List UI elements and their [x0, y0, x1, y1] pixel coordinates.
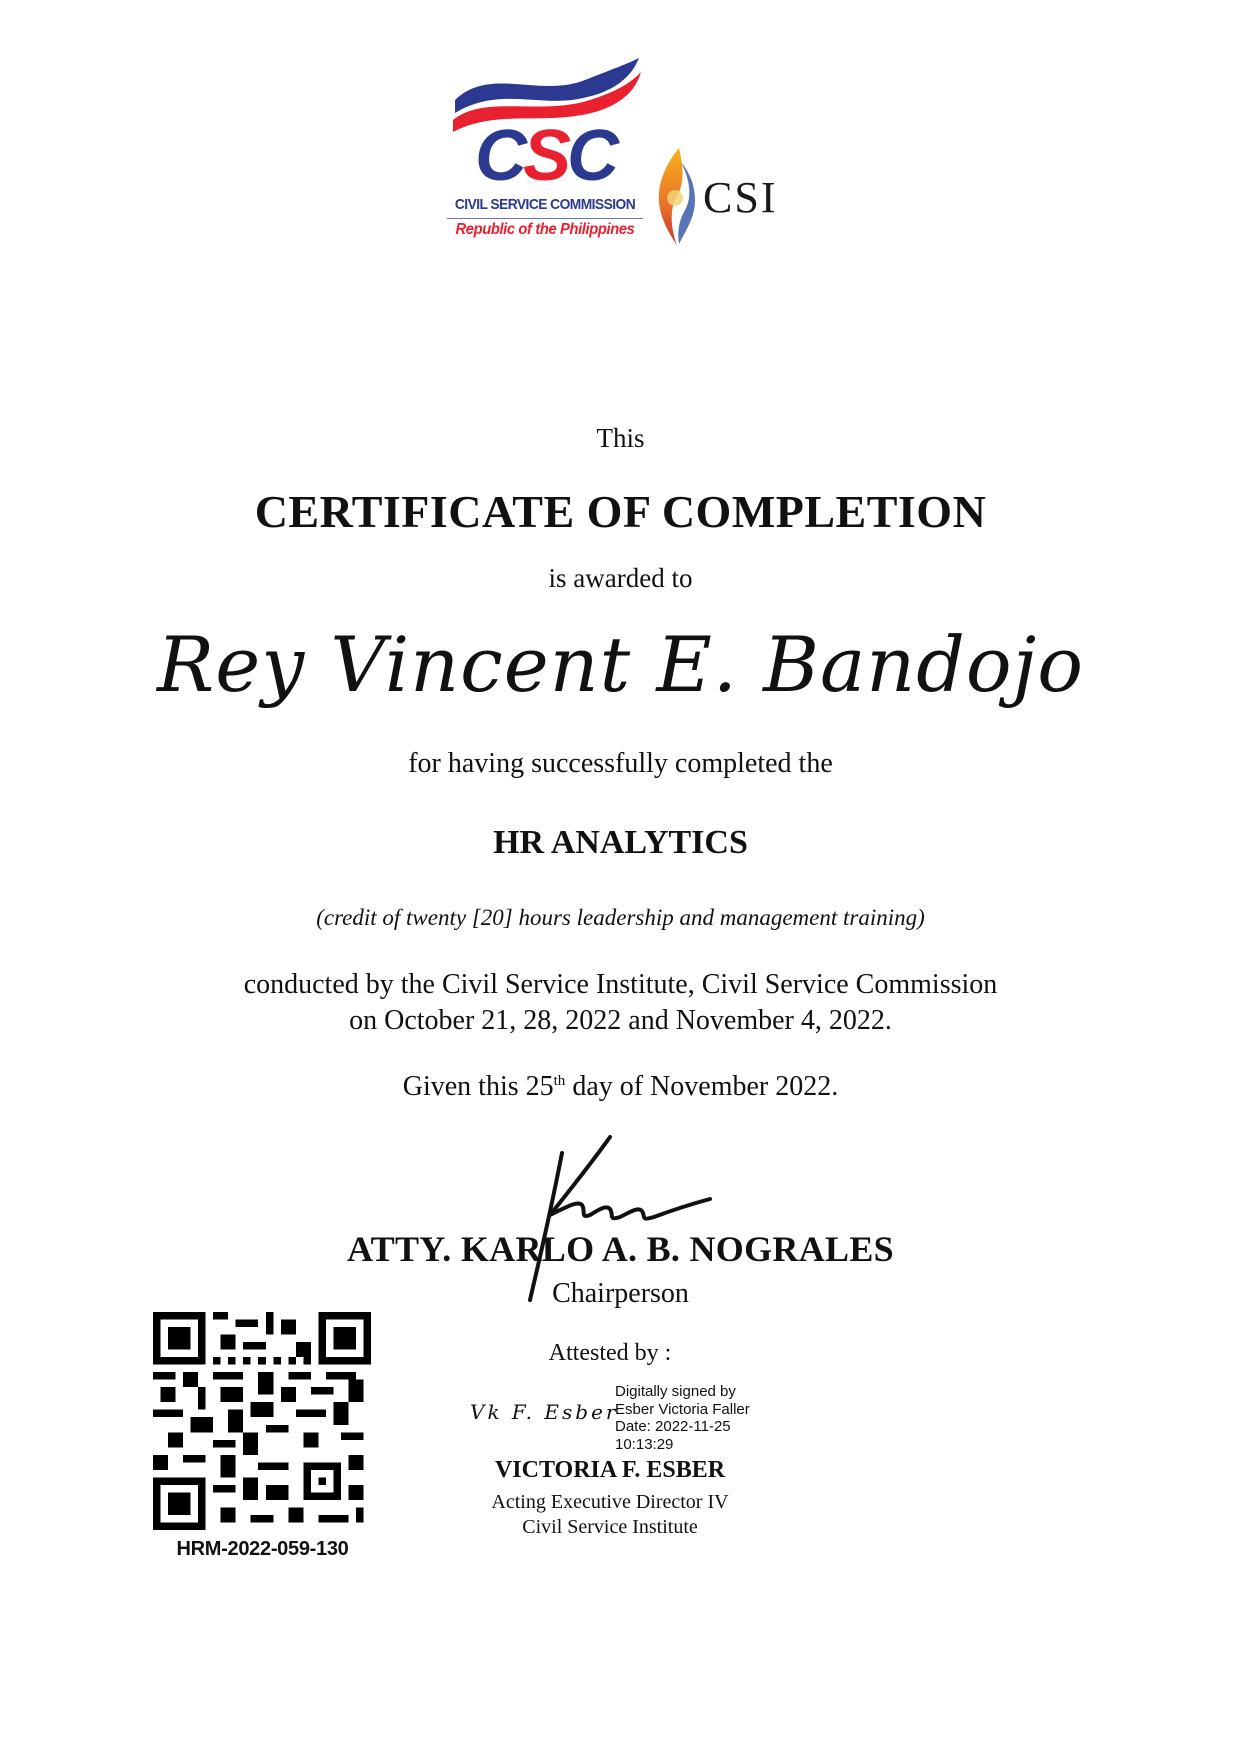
csc-logo	[445, 58, 645, 248]
intro-text: This	[596, 423, 645, 453]
certificate-title: CERTIFICATE OF COMPLETION	[254, 486, 987, 537]
recipient-name: Rey Vincent E. Bandojo	[157, 620, 1084, 709]
qr-code-icon	[153, 1312, 371, 1530]
certificate-code: HRM-2022-059-130	[176, 1538, 349, 1560]
digital-signature-block: Digitally signed by Esber Victoria Faller Date: 2022-11-25 10:13:29	[615, 1383, 750, 1453]
credit-hours: (credit of twenty [20] hours leadership and management training)	[316, 905, 925, 930]
completion-line: for having successfully completed the	[408, 748, 833, 779]
csc-wordmark: CSC	[474, 116, 616, 196]
csc-organization-name: CIVIL SERVICE COMMISSION	[454, 196, 636, 213]
chairperson-title: Chairperson	[552, 1278, 689, 1309]
attested-label: Attested by :	[548, 1340, 672, 1366]
conducted-line-2: on October 21, 28, 2022 and November 4, 2022.	[349, 1005, 892, 1036]
conducted-by	[0, 967, 1241, 1039]
attester-title: Acting Executive Director IV Civil Service Institute	[491, 1491, 729, 1538]
chairperson-name: ATTY. KARLO A. B. NOGRALES	[347, 1229, 894, 1269]
logo-divider	[447, 218, 643, 219]
attester-name: VICTORIA F. ESBER	[494, 1457, 726, 1483]
csi-wordmark: CSI	[703, 173, 778, 222]
csi-flame-icon	[655, 148, 697, 246]
csc-country-name: Republic of the Philippines	[455, 221, 635, 238]
course-title: HR ANALYTICS	[493, 824, 748, 861]
conducted-line-1: conducted by the Civil Service Institute, Civil Service Commission	[243, 969, 998, 1000]
given-date: Given this 25th day of November 2022.	[402, 1071, 839, 1102]
attester-signature: Vk F. Esber	[470, 1400, 619, 1424]
awarded-line: is awarded to	[548, 563, 693, 593]
